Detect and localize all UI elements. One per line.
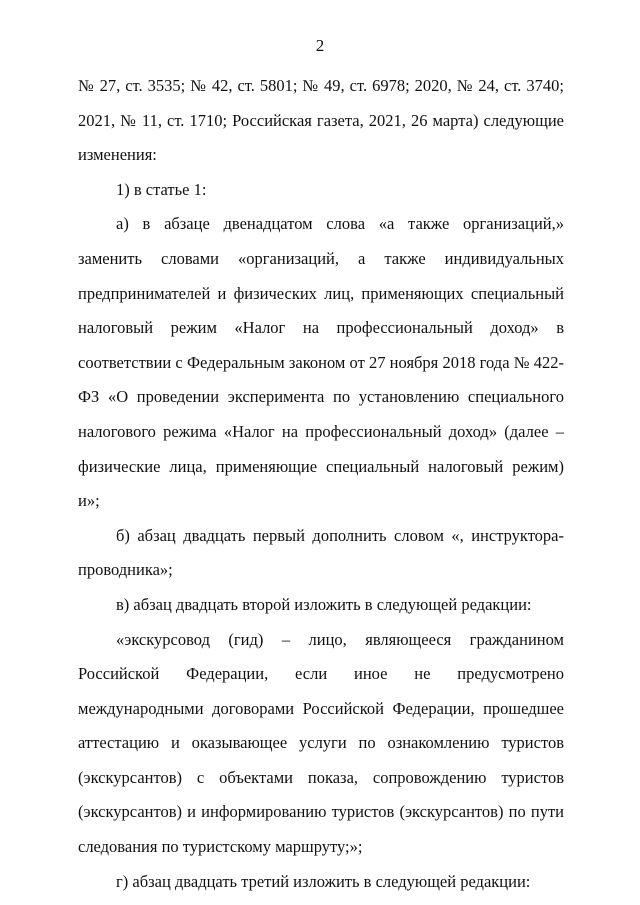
page-number: 2	[315, 36, 325, 55]
paragraph-guide-definition: «экскурсовод (гид) – лицо, являющееся гражданином Российской Федерации, если иное не предусмотрено международными договорами Российской Федерации, прошедшее аттестацию и оказывающее услуги по ознакомлению туристов (экскурсантов) с объектами показа, сопровождению туристов (экскурсантов) и информированию туристов (экскурсантов) по пути следования по туристскому маршруту;»;	[78, 629, 564, 857]
paragraph-item-a: а) в абзаце двенадцатом слова «а также организаций,» заменить словами «организаций, а также индивидуальных предпринимателей и физических лиц, применяющих специальный налоговый режим «Налог на профессиональный доход» в соответствии с Федеральным законом от 27 ноября 2018 года № 422-ФЗ «О проведении эксперимента по установлению специального налогового режима «Налог на профессиональный доход» (далее – физические лица, применяющие специальный налоговый режим) и»;	[78, 214, 564, 511]
paragraph-article-1: 1) в статье 1:	[116, 179, 207, 199]
paragraph-item-v: в) абзац двадцать второй изложить в следующей редакции:	[116, 594, 532, 614]
paragraph-amendments-source: № 27, ст. 3535; № 42, ст. 5801; № 49, ст. 6978; 2020, № 24, ст. 3740; 2021, № 11, ст. 1710; Российская газета, 2021, 26 марта) следующие изменения:	[78, 76, 564, 165]
paragraph-item-g: г) абзац двадцать третий изложить в следующей редакции:	[116, 871, 531, 891]
paragraph-item-b: б) абзац двадцать первый дополнить словом «, инструктора-проводника»;	[78, 525, 564, 580]
document-body	[78, 69, 564, 899]
